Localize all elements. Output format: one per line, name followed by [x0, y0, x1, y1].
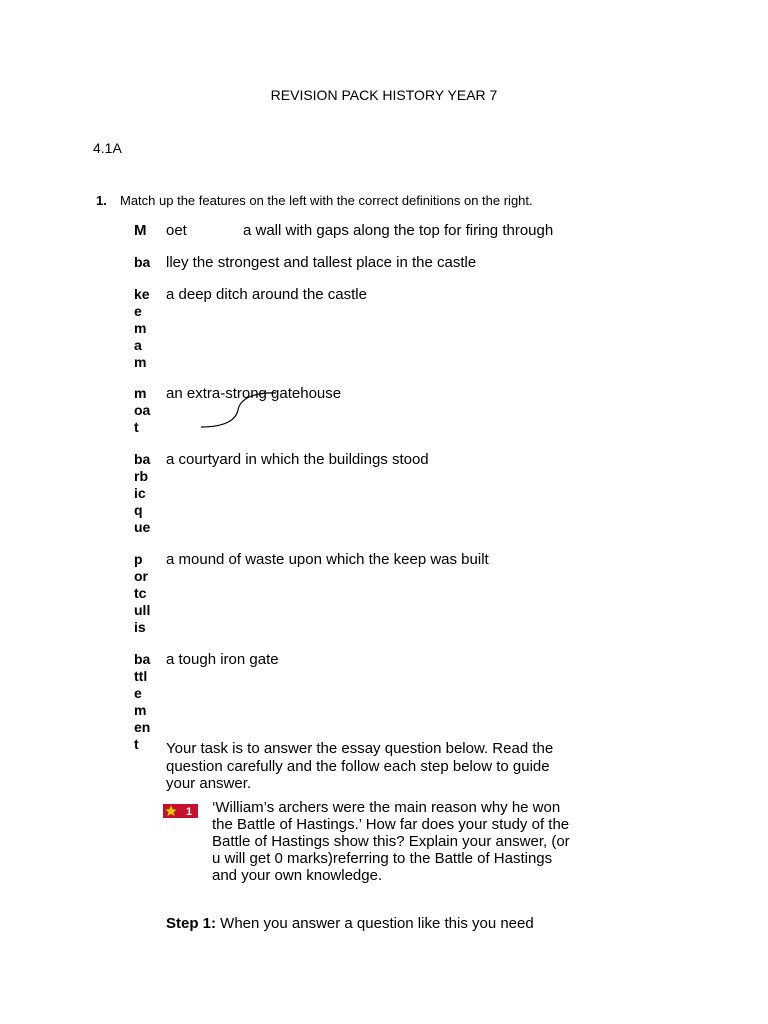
term-bailey: ba [134, 254, 151, 270]
step-1 [166, 915, 534, 932]
definition-keep: lley the strongest and tallest place in the castle [166, 254, 477, 271]
question-number: 1. [96, 193, 107, 208]
definition-bailey: a courtyard in which the buildings stood [166, 451, 429, 468]
essay-question: ‘William’s archers were the main reason why he won the Battle of Hastings.’ How far does your study of the Battle of Hastings show this? Explain your answer, (or u will get 0 marks)referring to the Battle of Hastings and your own knowledge. [212, 799, 570, 884]
page-title: REVISION PACK HISTORY YEAR 7 [270, 87, 498, 103]
question-badge [163, 804, 198, 818]
term-keep: ke e m a m [134, 286, 150, 370]
step-label: Step 1: [166, 915, 217, 932]
term-first: M [134, 222, 147, 239]
badge-number: 1 [185, 806, 193, 818]
definition-barbican: an extra-strong gatehouse [166, 385, 342, 402]
task-intro: Your task is to answer the essay question below. Read the question carefully and the follow each step below to guide your answer. [166, 740, 554, 792]
step-text: When you answer a question like this you need [216, 915, 534, 932]
term-first-rest: oet [166, 222, 187, 239]
definition-portcullis: a tough iron gate [166, 651, 279, 668]
term-barbican: ba rb ic q ue [134, 451, 151, 535]
term-battlement: ba ttl e m en t [134, 651, 151, 752]
term-moat: m oa t [134, 385, 151, 435]
definition-moat: a deep ditch around the castle [166, 286, 367, 303]
question-text: Match up the features on the left with the correct definitions on the right. [120, 193, 533, 208]
definition-motte: a mound of waste upon which the keep was built [166, 551, 489, 568]
term-portcullis: p or tc ull is [134, 551, 151, 635]
definition-first: a wall with gaps along the top for firing through [243, 222, 554, 239]
section-heading: 4.1A [93, 140, 122, 156]
